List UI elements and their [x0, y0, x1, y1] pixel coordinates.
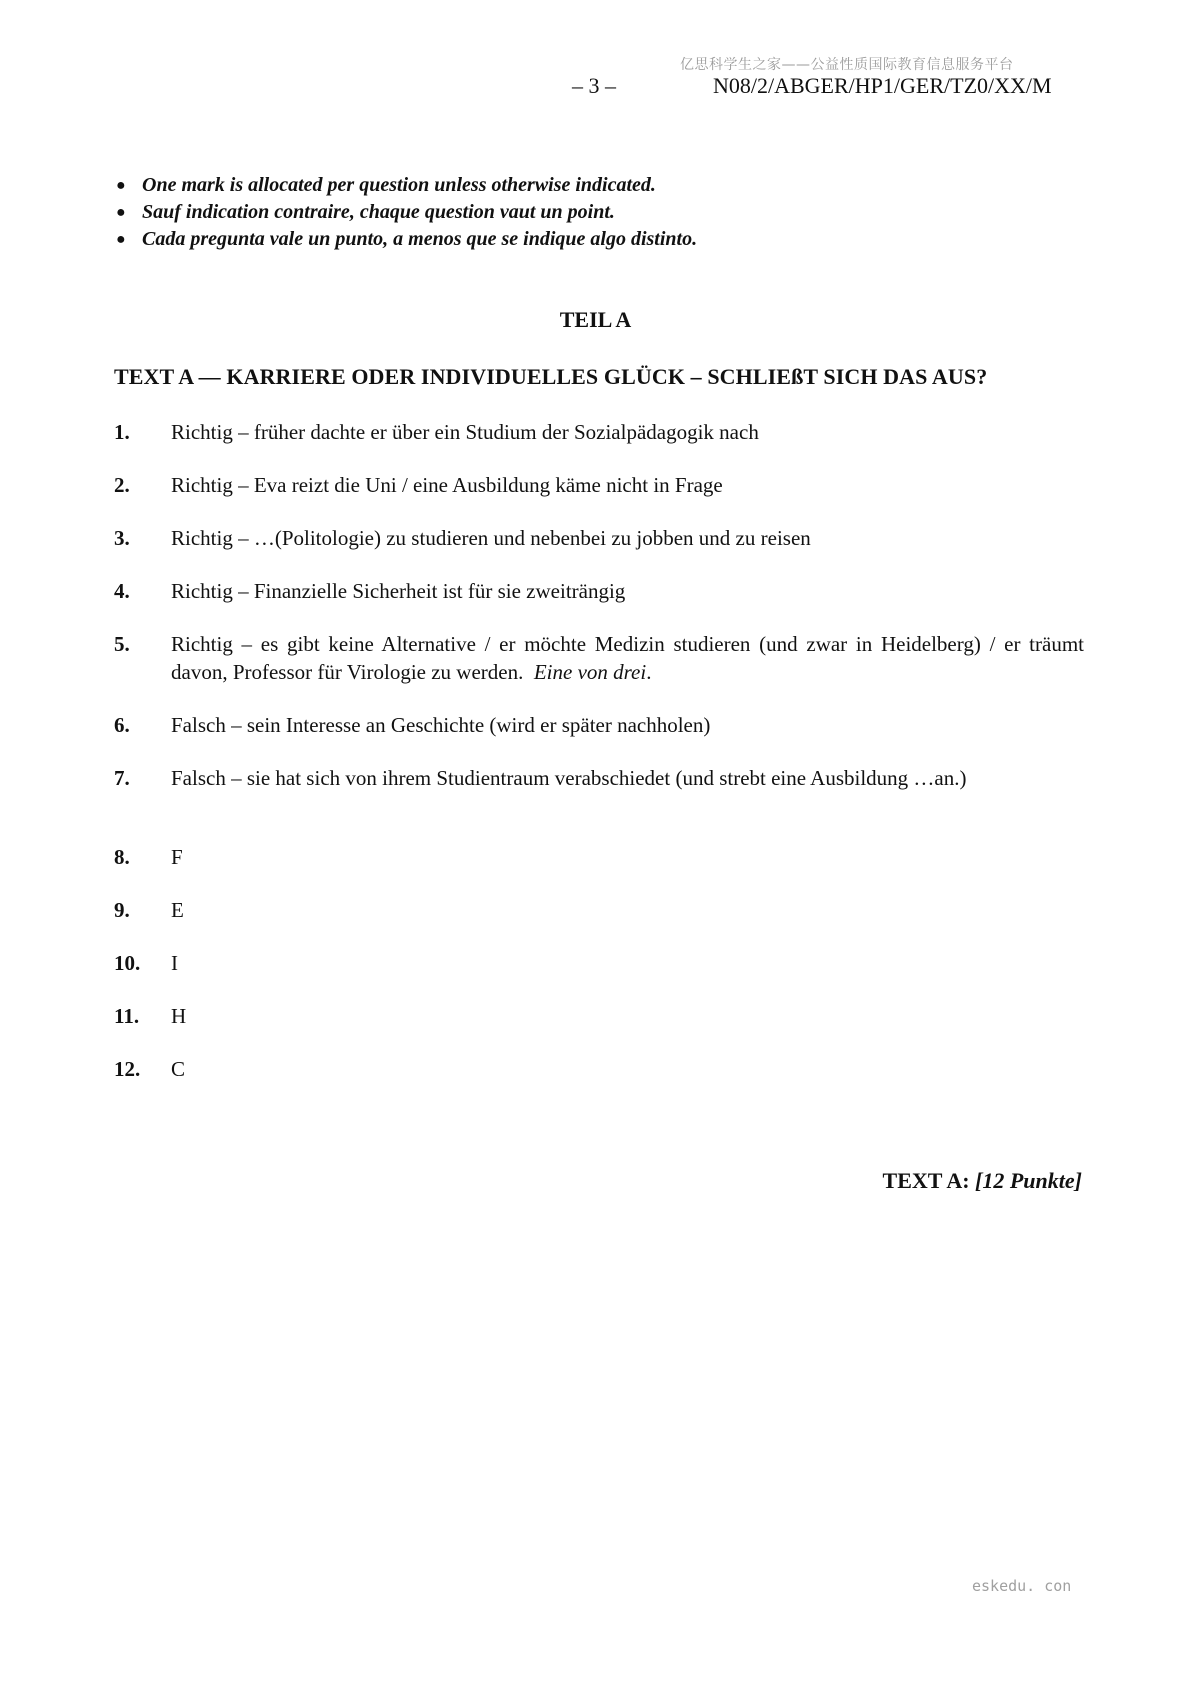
answer-item [114, 949, 1084, 977]
document-code: N08/2/ABGER/HP1/GER/TZ0/XX/M [713, 73, 1052, 98]
answer-item [114, 711, 1084, 739]
answer-number: 8. [114, 845, 130, 869]
answer-item [114, 577, 1084, 605]
answer-text: E [171, 898, 184, 922]
answer-item [114, 1002, 1084, 1030]
answer-number: 3. [114, 526, 130, 550]
answer-number: 1. [114, 420, 130, 444]
answer-item [114, 896, 1084, 924]
section-title: TEIL A [559, 307, 632, 332]
bullet-icon: ● [116, 231, 126, 248]
bullet-icon: ● [116, 204, 126, 221]
answer-item [114, 418, 1084, 446]
answer-item [114, 630, 1084, 686]
answer-text: Richtig – früher dachte er über ein Studium der Sozialpädagogik nach [171, 420, 759, 444]
watermark-text: 亿思科学生之家——公益性质国际教育信息服务平台 [680, 57, 1014, 73]
answer-text: Falsch – sein Interesse an Geschichte (wird er später nachholen) [171, 713, 711, 737]
answer-number: 9. [114, 898, 130, 922]
footer-watermark: eskedu. con [972, 1577, 1072, 1595]
note-item: ● Sauf indication contraire, chaque question vaut un point. [112, 199, 697, 226]
total-label: TEXT A: [882, 1168, 970, 1193]
page-number: – 3 – [572, 73, 616, 98]
note-item: ● Cada pregunta vale un punto, a menos que se indique algo distinto. [112, 226, 697, 253]
answer-text: I [171, 951, 178, 975]
answer-text: Richtig – es gibt keine Alternative / er möchte Medizin studieren (und zwar in Heidelberg) / er träumt davon, Professor für Virologie zu werden. Eine von drei. [171, 632, 1084, 684]
answer-number: 6. [114, 713, 130, 737]
answer-text: H [171, 1004, 187, 1028]
bullet-icon: ● [116, 177, 126, 194]
total-points [883, 1168, 1082, 1194]
answer-number: 10. [114, 951, 141, 975]
answer-text: F [171, 845, 183, 869]
answer-number: 2. [114, 473, 130, 497]
answer-number: 7. [114, 766, 130, 790]
answer-text: Richtig – Finanzielle Sicherheit ist für sie zweiträngig [171, 579, 626, 603]
answer-item [114, 1055, 1084, 1083]
answer-text: C [171, 1057, 186, 1081]
answer-item [114, 524, 1084, 552]
answer-number: 11. [114, 1004, 140, 1028]
answer-item [114, 764, 1084, 792]
answer-text: Richtig – …(Politologie) zu studieren und nebenbei zu jobben und zu reisen [171, 526, 811, 550]
answer-text: Falsch – sie hat sich von ihrem Studientraum verabschiedet (und strebt eine Ausbildung …an.) [171, 766, 967, 790]
answer-number: 5. [114, 632, 130, 656]
note-item: ● One mark is allocated per question unless otherwise indicated. [112, 172, 697, 199]
answer-item [114, 471, 1084, 499]
marking-notes [112, 172, 697, 253]
answer-number: 4. [114, 579, 130, 603]
answer-note: Eine von drei [533, 660, 647, 684]
answer-text: Richtig – Eva reizt die Uni / eine Ausbildung käme nicht in Frage [171, 473, 723, 497]
answer-number: 12. [114, 1057, 141, 1081]
total-value: [12 Punkte] [975, 1168, 1082, 1193]
answer-item [114, 843, 1084, 871]
text-heading: TEXT A — KARRIERE ODER INDIVIDUELLES GLÜCK – SCHLIEßT SICH DAS AUS? [114, 364, 988, 389]
